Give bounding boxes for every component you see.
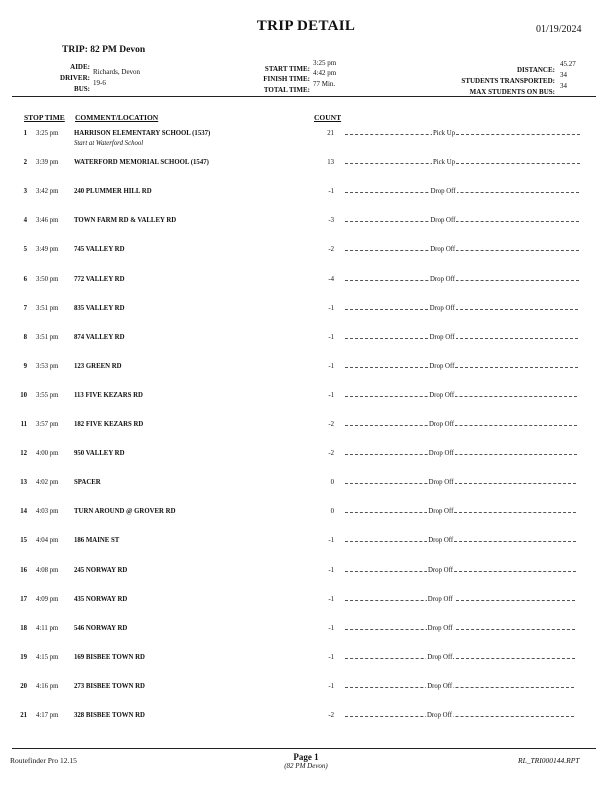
stop-number: 2: [23, 159, 27, 167]
stop-number: 16: [20, 566, 27, 574]
stop-action: Drop Off: [427, 653, 453, 661]
stop-row: [0, 654, 612, 678]
driver-label: DRIVER:: [60, 74, 90, 82]
stop-note: Start at Waterford School: [74, 140, 144, 147]
stop-action: Drop Off: [430, 246, 456, 254]
stop-time: 4:08 pm: [36, 566, 59, 574]
stop-action: Drop Off: [428, 508, 454, 516]
leader-line: [345, 687, 574, 688]
leader-line: [345, 600, 575, 601]
stop-row: [0, 567, 612, 591]
finish-time-label: FINISH TIME:: [263, 75, 310, 83]
stop-action: Drop Off: [430, 275, 455, 283]
stop-time: 4:02 pm: [36, 479, 59, 487]
stop-location: 435 NORWAY RD: [74, 595, 128, 603]
bus-label-cell: [20, 78, 90, 96]
stop-location: HARRISON ELEMENTARY SCHOOL (1537): [74, 130, 211, 137]
stop-count: -1: [328, 304, 334, 312]
start-time-value: 3:25 pm: [313, 59, 337, 67]
stop-location: 745 VALLEY RD: [74, 246, 125, 254]
stop-row: [0, 421, 612, 445]
stop-location: SPACER: [74, 479, 101, 487]
stop-row: [0, 625, 612, 649]
stop-count: -3: [328, 217, 334, 225]
stop-location: 874 VALLEY RD: [74, 333, 125, 341]
stop-row: [0, 276, 612, 300]
stop-number: 14: [20, 508, 27, 516]
stop-location: 835 VALLEY RD: [74, 304, 125, 312]
stop-number: 18: [20, 624, 27, 632]
stop-location: 546 NORWAY RD: [74, 624, 128, 632]
stop-count: -2: [328, 421, 334, 428]
driver-value: Richards, Devon: [93, 68, 141, 76]
stop-count: -1: [328, 537, 334, 545]
stop-action: Drop Off: [428, 566, 453, 574]
distance-value: 45.27: [560, 60, 576, 68]
stop-number: 15: [20, 537, 27, 545]
report-date: 01/19/2024: [536, 24, 582, 35]
stop-row: [0, 450, 612, 474]
leader-line: [345, 221, 579, 222]
stop-location: WATERFORD MEMORIAL SCHOOL (1547): [74, 159, 209, 167]
stop-row: [0, 363, 612, 387]
stop-time: 3:55 pm: [36, 391, 59, 399]
total-time-label: TOTAL TIME:: [263, 86, 310, 94]
stop-row: [0, 479, 612, 503]
stop-number: 20: [20, 682, 27, 690]
column-header-stop-time: STOP TIME: [24, 113, 65, 122]
stop-time: 3:51 pm: [36, 333, 59, 341]
stop-count: 0: [330, 508, 334, 516]
stop-action: Drop Off: [427, 595, 453, 603]
stop-number: 7: [23, 304, 27, 312]
total-time-value: 77 Min.: [313, 80, 336, 88]
stop-time: 4:03 pm: [36, 508, 59, 516]
footer-divider: [12, 748, 596, 749]
column-header-comment: COMMENT/LOCATION: [75, 113, 159, 122]
stop-count: -2: [328, 712, 334, 719]
stop-location: 772 VALLEY RD: [74, 275, 125, 283]
stop-time: 3:50 pm: [36, 275, 59, 283]
stop-action: Pick Up: [433, 159, 456, 167]
max-students-label: MAX STUDENTS ON BUS:: [469, 88, 555, 96]
stop-action: Drop Off: [429, 333, 455, 341]
stop-location: TOWN FARM RD & VALLEY RD: [74, 217, 177, 225]
stop-location: 240 PLUMMER HILL RD: [74, 188, 152, 196]
stop-count: -4: [328, 275, 334, 283]
stop-count: 0: [330, 479, 334, 487]
stop-row: [0, 334, 612, 358]
leader-line: [345, 280, 579, 281]
stop-action: Drop Off: [427, 682, 453, 690]
stop-count: -1: [328, 595, 334, 603]
stop-row: [0, 130, 612, 154]
stop-time: 3:39 pm: [36, 159, 59, 167]
stop-location: 169 BISBEE TOWN RD: [74, 653, 145, 661]
stop-number: 12: [20, 450, 27, 458]
header-divider: [12, 96, 596, 97]
stop-row: [0, 188, 612, 212]
stop-time: 3:57 pm: [36, 421, 59, 428]
stop-count: -1: [328, 566, 334, 574]
leader-line: [345, 250, 579, 251]
stop-action: Drop Off: [428, 479, 454, 487]
leader-line: [345, 134, 580, 135]
stop-time: 4:11 pm: [36, 624, 59, 632]
stop-time: 3:46 pm: [36, 217, 59, 225]
stop-number: 9: [23, 362, 27, 370]
stop-time: 3:51 pm: [36, 304, 59, 312]
start-time-label: START TIME:: [264, 65, 310, 73]
stop-count: 21: [327, 130, 334, 137]
stop-action: Drop Off: [429, 391, 455, 399]
leader-line: [345, 512, 576, 513]
stop-action: Drop Off: [427, 712, 452, 719]
leader-line: [345, 629, 575, 630]
stop-location: 182 FIVE KEZARS RD: [74, 421, 144, 428]
distance-label: DISTANCE:: [517, 66, 555, 74]
stop-count: 13: [327, 159, 334, 167]
stop-time: 4:15 pm: [36, 653, 59, 661]
leader-line: [345, 454, 577, 455]
stop-action: Drop Off: [428, 450, 454, 458]
leader-line: [345, 309, 578, 310]
stop-location: TURN AROUND @ GROVER RD: [74, 508, 176, 516]
stop-row: [0, 217, 612, 241]
leader-line: [345, 425, 577, 426]
stop-action: Drop Off: [430, 188, 456, 196]
stop-location: 273 BISBEE TOWN RD: [74, 682, 145, 690]
students-transported-label: STUDENTS TRANSPORTED:: [461, 77, 555, 85]
leader-line: [345, 338, 578, 339]
stop-count: -1: [328, 333, 334, 341]
stop-row: [0, 596, 612, 620]
leader-line: [345, 483, 576, 484]
stop-row: [0, 392, 612, 416]
stop-time: 3:25 pm: [36, 130, 59, 137]
report-filename: RL_TRI000144.RPT: [518, 756, 580, 765]
leader-line: [345, 163, 580, 164]
page-subtitle: (82 PM Devon): [284, 762, 328, 770]
page-title: TRIP DETAIL: [256, 18, 356, 34]
leader-line: [345, 658, 575, 659]
stop-count: -2: [328, 246, 334, 254]
stop-action: Drop Off: [430, 217, 456, 225]
total-time-label-cell: [230, 79, 310, 97]
stop-row: [0, 246, 612, 270]
column-header-count: COUNT: [314, 113, 342, 122]
stop-number: 4: [23, 217, 27, 225]
bus-value: 19-6: [93, 79, 106, 87]
stop-number: 13: [20, 479, 27, 487]
students-transported-value: 34: [560, 71, 567, 79]
leader-line: [345, 541, 576, 542]
stop-number: 19: [20, 653, 27, 661]
leader-line: [345, 396, 577, 397]
leader-line: [345, 192, 579, 193]
stop-row: [0, 683, 612, 707]
trip-label: TRIP:: [62, 45, 88, 55]
stop-action: Drop Off: [427, 624, 453, 632]
trip-value: 82 PM Devon: [90, 45, 146, 55]
stop-time: 4:16 pm: [36, 682, 59, 690]
stop-count: -1: [328, 624, 334, 632]
max-students-value: 34: [560, 82, 567, 90]
stop-number: 6: [23, 275, 27, 283]
aide-label: AIDE:: [70, 63, 90, 71]
stop-action: Drop Off: [428, 537, 454, 545]
stop-count: -1: [328, 653, 334, 661]
page-number: Page 1: [293, 752, 319, 762]
stop-count: -1: [328, 391, 334, 399]
stop-time: 4:09 pm: [36, 595, 59, 603]
trip-heading: [62, 45, 145, 55]
stop-time: 3:53 pm: [36, 362, 59, 370]
stop-location: 123 GREEN RD: [74, 362, 122, 370]
stop-row: [0, 508, 612, 532]
stop-location: 186 MAINE ST: [74, 537, 120, 545]
stop-location: 113 FIVE KEZARS RD: [74, 391, 143, 399]
stop-row: [0, 537, 612, 561]
bus-label: BUS:: [74, 85, 90, 93]
software-version: Routefinder Pro 12.15: [10, 756, 77, 765]
stop-time: 4:17 pm: [36, 712, 59, 719]
stop-time: 3:49 pm: [36, 246, 59, 254]
stop-number: 11: [20, 421, 27, 428]
stop-number: 1: [23, 130, 27, 137]
stop-location: 245 NORWAY RD: [74, 566, 128, 574]
stop-count: -2: [328, 450, 334, 458]
stop-action: Drop Off: [429, 421, 454, 428]
stop-count: -1: [328, 682, 334, 690]
stop-location: 950 VALLEY RD: [74, 450, 125, 458]
stop-action: Drop Off: [429, 362, 455, 370]
stop-number: 21: [20, 712, 27, 719]
stop-time: 4:04 pm: [36, 537, 59, 545]
stop-number: 10: [20, 391, 27, 399]
stop-number: 17: [20, 595, 27, 603]
stop-time: 4:00 pm: [36, 450, 59, 458]
stop-count: -1: [328, 362, 334, 370]
stop-action: Pick Up: [433, 130, 456, 137]
leader-line: [345, 571, 576, 572]
leader-line: [345, 367, 578, 368]
finish-time-value: 4:42 pm: [313, 69, 337, 77]
stop-time: 3:42 pm: [36, 188, 59, 196]
stop-count: -1: [328, 188, 334, 196]
stop-location: 328 BISBEE TOWN RD: [74, 712, 145, 719]
leader-line: [345, 716, 574, 717]
stop-row: [0, 712, 612, 736]
stop-action: Drop Off: [429, 304, 455, 312]
stop-number: 8: [23, 333, 27, 341]
stop-number: 5: [23, 246, 27, 254]
stop-row: [0, 159, 612, 183]
stop-row: [0, 305, 612, 329]
stop-number: 3: [23, 188, 27, 196]
